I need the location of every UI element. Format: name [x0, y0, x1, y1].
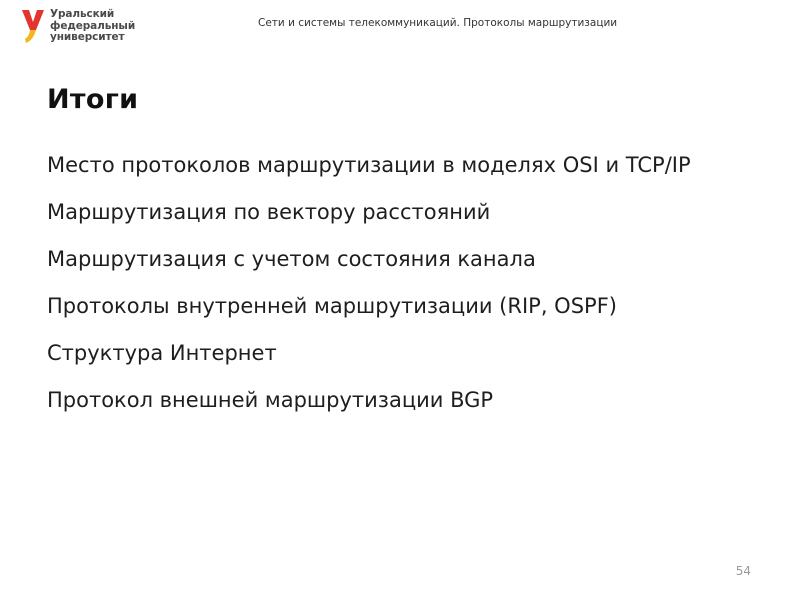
list-item: Протоколы внутренней маршрутизации (RIP, OSPF): [47, 294, 617, 318]
logo-line: федеральный: [50, 19, 136, 32]
list-item: Маршрутизация по вектору расстояний: [47, 200, 491, 224]
slide-title: Итоги: [47, 84, 139, 115]
list-item: Структура Интернет: [47, 341, 277, 365]
university-logo: [20, 6, 136, 46]
course-title: Сети и системы телекоммуникаций. Протоколы маршрутизации: [258, 17, 618, 29]
list-item: Протокол внешней маршрутизации BGP: [47, 388, 494, 412]
list-item: Место протоколов маршрутизации в моделях OSI и TCP/IP: [47, 153, 691, 177]
logo-line: университет: [50, 31, 125, 43]
summary-list: [47, 150, 765, 432]
list-item: Маршрутизация с учетом состояния канала: [47, 247, 536, 271]
page-number: 54: [735, 564, 751, 578]
logo-text: [50, 9, 135, 44]
logo-mark-icon: [20, 6, 46, 46]
logo-line: Уральский: [50, 8, 115, 20]
